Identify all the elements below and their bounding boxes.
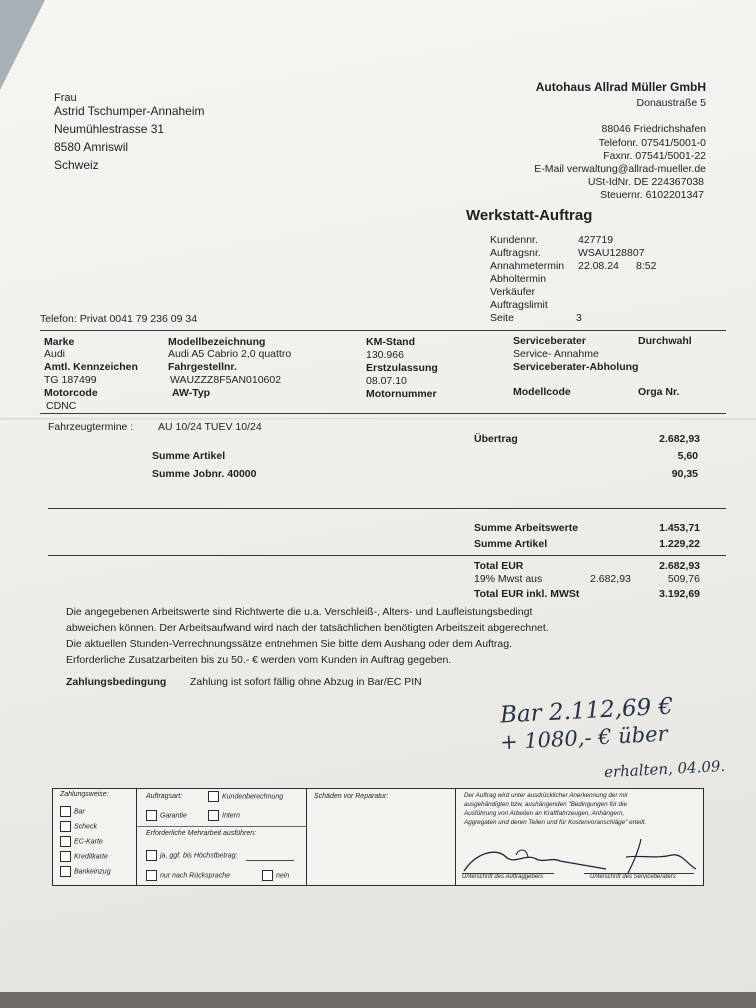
recipient-country: Schweiz xyxy=(54,158,99,172)
recipient-salutation: Frau xyxy=(54,92,77,104)
divider xyxy=(40,413,726,414)
label-durchwahl: Durchwahl xyxy=(638,335,692,347)
value-summe-artikel: 1.229,22 xyxy=(659,538,700,550)
signature-scribble xyxy=(456,835,702,875)
checkbox[interactable] xyxy=(60,866,71,877)
label-summe-arbeitswerte: Summe Arbeitswerte xyxy=(474,522,579,534)
value-modell: Audi A5 Cabrio 2,0 quattro xyxy=(168,348,292,360)
checkbox[interactable] xyxy=(60,806,71,817)
handwritten-note: erhalten, 04.09. xyxy=(603,756,726,782)
option-intern[interactable] xyxy=(208,810,240,821)
option-label: nein xyxy=(276,872,290,880)
option-ja[interactable] xyxy=(146,850,237,861)
value-kennzeichen: TG 187499 xyxy=(44,374,97,386)
label-km-stand: KM-Stand xyxy=(366,336,415,348)
recipient-city: 8580 Amriswil xyxy=(54,140,129,154)
label-aw-typ: AW-Typ xyxy=(172,387,211,399)
label-serviceberater: Serviceberater xyxy=(513,335,586,347)
page-corner xyxy=(0,0,45,90)
pay-option-bar[interactable] xyxy=(60,806,85,817)
handwritten-note: Bar 2.112,69 € xyxy=(499,693,674,729)
note-line: Die aktuellen Stunden-Verrechnungssätze entnehmen Sie bitte dem Aushang oder dem Auftrag. xyxy=(66,638,512,650)
pay-option-ec-karte[interactable] xyxy=(60,836,103,847)
recipient-name: Astrid Tschumper-Annaheim xyxy=(54,104,205,118)
recipient-phone: Telefon: Privat 0041 79 236 09 34 xyxy=(40,313,198,325)
divider xyxy=(137,826,306,827)
value-km-stand: 130.966 xyxy=(366,349,404,361)
checkbox[interactable] xyxy=(60,836,71,847)
label-auftragsart: Auftragsart: xyxy=(146,793,183,800)
note-line: Erforderliche Zusatzarbeiten bis zu 50.- € werden vom Kunden in Auftrag gegeben. xyxy=(66,654,452,666)
divider xyxy=(48,555,726,556)
company-email: E-Mail verwaltung@allrad-mueller.de xyxy=(534,163,706,175)
option-label: ja, ggf. bis Höchstbetrag: xyxy=(160,852,238,860)
label-fahrzeugtermine: Fahrzeugtermine : xyxy=(48,421,134,433)
option-nein[interactable] xyxy=(262,870,289,881)
handwritten-note: + 1080,- € über xyxy=(499,721,669,755)
label-kundennr: Kundennr. xyxy=(490,234,538,246)
pay-option-label: EC-Karte xyxy=(74,838,103,846)
label-auftragsnr: Auftragsnr. xyxy=(490,247,541,259)
terms-line: Aggregaten und deren Teilen und für Kostenvoranschläge" erteilt. xyxy=(464,819,647,826)
checkbox[interactable] xyxy=(60,821,71,832)
value-auftragsnr: WSAU128807 xyxy=(578,247,645,259)
option-label: nur nach Rücksprache xyxy=(160,872,231,880)
checkbox[interactable] xyxy=(208,810,219,821)
label-annahmetermin: Annahmetermin xyxy=(490,260,565,272)
value-total-eur: 2.682,93 xyxy=(659,560,700,572)
company-vat: USt-IdNr. DE 224367038 xyxy=(587,176,704,188)
checkbox[interactable] xyxy=(146,870,157,881)
form-divider xyxy=(306,788,307,885)
label-abholtermin: Abholtermin xyxy=(490,273,547,285)
value-total-inkl-mwst: 3.192,69 xyxy=(659,588,700,600)
label-summe-jobnr: Summe Jobnr. 40000 xyxy=(152,468,257,480)
document-title: Werkstatt-Auftrag xyxy=(466,207,593,224)
terms-line: Der Auftrag wird unter ausdrücklicher Anerkennung der mir xyxy=(464,792,629,799)
pay-option-label: Scheck xyxy=(74,823,97,831)
label-total-eur: Total EUR xyxy=(474,560,524,572)
note-line: Die angegebenen Arbeitswerte sind Richtwerte die u.a. Verschleiß-, Alters- und Laufleistungsbedingt xyxy=(66,606,533,618)
option-rueckspache[interactable] xyxy=(146,870,230,881)
value-uebertrag: 2.682,93 xyxy=(659,433,700,445)
company-phone: Telefonr. 07541/5001-0 xyxy=(598,137,706,149)
label-summe-artikel: Summe Artikel xyxy=(474,538,548,550)
value-seite: 3 xyxy=(576,312,582,324)
label-kennzeichen: Amtl. Kennzeichen xyxy=(44,361,138,373)
note-line: abweichen können. Der Arbeitsaufwand wird nach der tatsächlichen benötigten Arbeitszeit abgerechnet. xyxy=(66,622,549,634)
label-uebertrag: Übertrag xyxy=(474,433,518,445)
label-seite: Seite xyxy=(490,312,514,324)
option-garantie[interactable] xyxy=(146,810,187,821)
label-signature-customer: Unterschrift des Auftraggebers xyxy=(462,874,544,880)
pay-option-kreditkarte[interactable] xyxy=(60,851,108,862)
label-zahlungsweise: Zahlungsweise: xyxy=(60,791,109,798)
label-fahrgestellnr: Fahrgestellnr. xyxy=(168,361,237,373)
company-fax: Faxnr. 07541/5001-22 xyxy=(603,150,706,162)
desk-surface xyxy=(0,992,756,1008)
label-modell: Modellbezeichnung xyxy=(168,336,266,348)
value-fahrgestellnr: WAUZZZ8F5AN010602 xyxy=(170,374,282,386)
amount-line xyxy=(246,860,294,861)
value-kundennr: 427719 xyxy=(578,234,614,246)
pay-option-label: Kreditkarte xyxy=(74,853,108,861)
label-orga-nr: Orga Nr. xyxy=(638,386,680,398)
option-kundenberechnung[interactable] xyxy=(208,791,283,802)
form-divider xyxy=(136,788,137,885)
label-verkaeufer: Verkäufer xyxy=(490,286,535,298)
label-zahlungsbedingung: Zahlungsbedingung xyxy=(66,676,167,688)
label-summe-artikel-line: Summe Artikel xyxy=(152,450,226,462)
value-fahrzeugtermine: AU 10/24 TUEV 10/24 xyxy=(158,421,262,433)
value-motorcode: CDNC xyxy=(46,400,77,412)
value-annahme-date: 22.08.24 xyxy=(578,260,619,272)
pay-option-label: Bankeinzug xyxy=(74,868,111,876)
value-marke: Audi xyxy=(44,348,66,360)
pay-option-label: Bar xyxy=(74,808,85,816)
value-annahme-time: 8:52 xyxy=(636,260,657,272)
value-summe-arbeitswerte: 1.453,71 xyxy=(659,522,700,534)
checkbox[interactable] xyxy=(208,791,219,802)
value-mwst: 509,76 xyxy=(667,573,700,585)
label-modellcode: Modellcode xyxy=(513,386,571,398)
label-motornummer: Motornummer xyxy=(366,388,437,400)
divider xyxy=(48,508,726,509)
label-marke: Marke xyxy=(44,336,75,348)
checkbox[interactable] xyxy=(146,850,157,861)
option-label: Garantie xyxy=(160,812,187,820)
option-label: Kundenberechnung xyxy=(222,793,284,801)
checkbox[interactable] xyxy=(146,810,157,821)
label-mehrarbeit: Erforderliche Mehrarbeit ausführen: xyxy=(146,830,257,837)
label-serviceberater-abholung: Serviceberater-Abholung xyxy=(513,361,639,373)
label-schaeden: Schäden vor Reparatur: xyxy=(314,793,389,800)
recipient-street: Neumühlestrasse 31 xyxy=(54,122,165,136)
value-service-annahme: Service- Annahme xyxy=(513,348,599,360)
value-summe-artikel-line: 5,60 xyxy=(677,450,698,462)
terms-line: Ausführung von Arbeiten an Kraftfahrzeugen, Anhängern, xyxy=(464,810,625,817)
checkbox[interactable] xyxy=(262,870,273,881)
label-mwst: 19% Mwst aus xyxy=(474,573,543,585)
pay-option-bankeinzug[interactable] xyxy=(60,866,111,877)
company-street: Donaustraße 5 xyxy=(636,97,706,109)
divider xyxy=(40,330,726,331)
company-tax: Steuernr. 6102201347 xyxy=(600,189,704,201)
label-erstzulassung: Erstzulassung xyxy=(366,362,438,374)
label-auftragslimit: Auftragslimit xyxy=(490,299,548,311)
label-total-inkl-mwst: Total EUR inkl. MWSt xyxy=(474,588,580,600)
company-city: 88046 Friedrichshafen xyxy=(601,123,706,135)
pay-option-scheck[interactable] xyxy=(60,821,97,832)
label-motorcode: Motorcode xyxy=(44,387,98,399)
value-erstzulassung: 08.07.10 xyxy=(366,375,407,387)
value-zahlungsbedingung: Zahlung ist sofort fällig ohne Abzug in Bar/EC PIN xyxy=(190,676,422,688)
terms-line: ausgehändigten bzw. aushängenden "Bedingungen für die xyxy=(464,801,627,808)
value-mwst-base: 2.682,93 xyxy=(590,573,631,585)
value-summe-jobnr: 90,35 xyxy=(671,468,698,480)
company-name: Autohaus Allrad Müller GmbH xyxy=(535,80,706,94)
checkbox[interactable] xyxy=(60,851,71,862)
label-signature-service: Unterschrift des Serviceberaters xyxy=(590,874,676,880)
option-label: Intern xyxy=(222,812,240,820)
